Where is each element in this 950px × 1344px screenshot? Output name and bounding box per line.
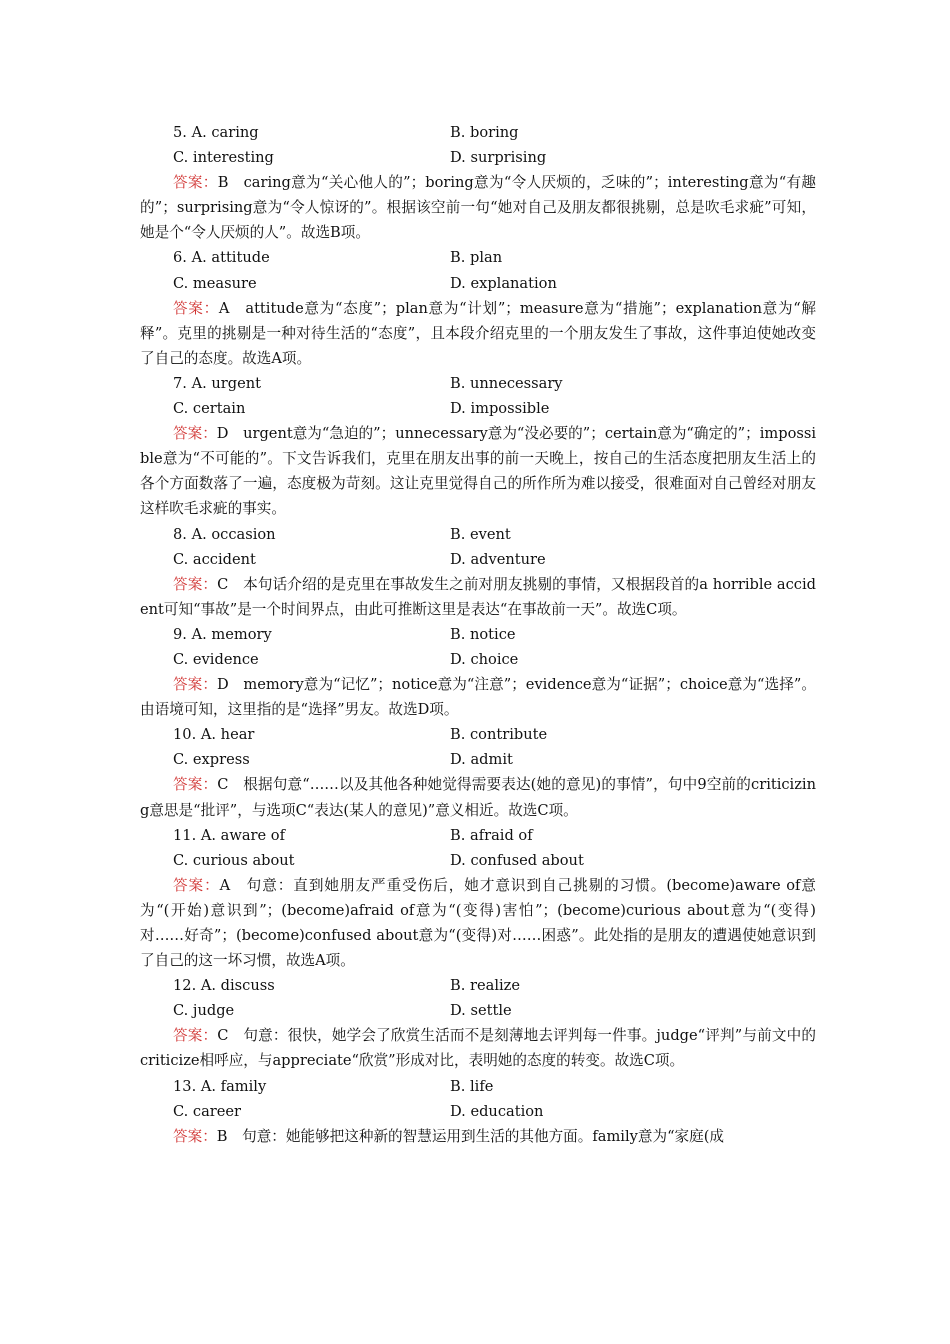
option-row <box>140 371 816 396</box>
option-d: D. education <box>450 1102 544 1120</box>
option-row <box>140 145 816 170</box>
answer-text: D urgent意为“急迫的”；unnecessary意为“没必要的”；certain意为“确定的”；impossible意为“不可能的”。下文告诉我们，克里在朋友出事的前一天晚上，按自己的生活态度把朋友生活上的各个方面数落了一遍，态度极为苛刻。这让克里觉得自己的所作所为难以接受，很难面对自己曾经对朋友这样吹毛求疵的事实。 <box>140 425 816 518</box>
option-c: C. career <box>173 1102 242 1120</box>
option-b: B. notice <box>450 625 516 643</box>
question-block <box>140 120 816 245</box>
option-c: C. interesting <box>173 149 274 167</box>
option-c: C. measure <box>173 274 257 292</box>
question-block <box>140 371 816 522</box>
question-block <box>140 245 816 370</box>
answer-label: 答案： <box>173 876 220 894</box>
option-row <box>140 747 816 772</box>
option-a: 5. A. caring <box>173 124 259 141</box>
question-list <box>140 120 816 1149</box>
option-d: D. admit <box>450 751 513 769</box>
option-row <box>140 396 816 421</box>
question-block <box>140 722 816 822</box>
option-a: 6. A. attitude <box>173 249 270 267</box>
option-c: C. express <box>173 751 250 769</box>
answer-text: C 句意：很快，她学会了欣赏生活而不是刻薄地去评判每一件事。judge“评判”与前文中的criticize相呼应，与appreciate“欣赏”形成对比，表明她的态度的转变。故选C项。 <box>140 1027 816 1070</box>
option-a: 8. A. occasion <box>173 525 276 543</box>
option-b: B. boring <box>450 124 519 141</box>
answer-text: D memory意为“记忆”；notice意为“注意”；evidence意为“证据”；choice意为“选择”。由语境可知，这里指的是“选择”男友。故选D项。 <box>140 676 816 719</box>
option-b: B. afraid of <box>450 826 533 844</box>
answer-label: 答案： <box>173 1127 217 1145</box>
answer-label: 答案： <box>173 425 217 443</box>
option-c: C. curious about <box>173 851 295 869</box>
option-d: D. explanation <box>450 274 557 292</box>
option-d: D. impossible <box>450 400 550 418</box>
answer-text: B caring意为“关心他人的”；boring意为“令人厌烦的，乏味的”；interesting意为“有趣的”；surprising意为“令人惊讶的”。根据该空前一句“她对自己及朋友都很挑剔，总是吹毛求疵”可知，她是个“令人厌烦的人”。故选B项。 <box>140 174 816 242</box>
option-c: C. accident <box>173 550 256 568</box>
option-row <box>140 622 816 647</box>
option-a: 10. A. hear <box>173 726 255 744</box>
option-d: D. surprising <box>450 149 547 167</box>
option-a: 9. A. memory <box>173 625 272 643</box>
option-b: B. unnecessary <box>450 374 563 392</box>
answer-explanation <box>140 772 816 822</box>
option-row <box>140 647 816 672</box>
option-b: B. contribute <box>450 726 548 744</box>
answer-text: A attitude意为“态度”；plan意为“计划”；measure意为“措施”；explanation意为“解释”。克里的挑剔是一种对待生活的“态度”，且本段介绍克里的一个朋友发生了事故，这件事迫使她改变了自己的态度。故选A项。 <box>140 299 816 367</box>
answer-explanation <box>140 572 816 622</box>
option-row <box>140 973 816 998</box>
option-d: D. choice <box>450 650 519 668</box>
option-row <box>140 1074 816 1099</box>
answer-text: B 句意：她能够把这种新的智慧运用到生活的其他方面。family意为“家庭(成 <box>216 1127 725 1145</box>
option-b: B. life <box>450 1077 494 1095</box>
option-a: 12. A. discuss <box>173 977 275 995</box>
answer-text: A 句意：直到她朋友严重受伤后，她才意识到自己挑剔的习惯。(become)aware of意为“(开始)意识到”；(become)afraid of意为“(变得)害怕”；(become)curious about意为“(变得)对……好奇”；(become)confused about意为“(变得)对……困惑”。此处指的是朋友的遭遇使她意识到了自己的这一坏习惯，故选A项。 <box>140 876 816 970</box>
answer-label: 答案： <box>173 299 219 317</box>
answer-explanation <box>140 296 816 371</box>
option-row <box>140 722 816 747</box>
option-row <box>140 998 816 1023</box>
option-a: 7. A. urgent <box>173 374 261 392</box>
option-row <box>140 1099 816 1124</box>
option-c: C. judge <box>173 1002 235 1020</box>
answer-explanation <box>140 170 816 245</box>
answer-explanation <box>140 1124 816 1149</box>
answer-text: C 本句话介绍的是克里在事故发生之前对朋友挑剔的事情，又根据段首的a horrible accident可知“事故”是一个时间界点，由此可推断这里是表达“在事故前一天”。故选C项。 <box>140 575 816 618</box>
option-row <box>140 522 816 547</box>
answer-label: 答案： <box>173 174 218 192</box>
answer-explanation <box>140 421 816 521</box>
option-c: C. certain <box>173 400 246 418</box>
option-d: D. adventure <box>450 550 546 568</box>
question-block <box>140 522 816 622</box>
option-row <box>140 120 816 145</box>
option-d: D. confused about <box>450 851 584 869</box>
answer-label: 答案： <box>173 575 218 593</box>
answer-label: 答案： <box>173 676 217 694</box>
option-row <box>140 547 816 572</box>
answer-label: 答案： <box>173 1027 218 1045</box>
option-b: B. plan <box>450 249 503 267</box>
answer-label: 答案： <box>173 776 218 794</box>
answer-explanation <box>140 672 816 722</box>
question-block <box>140 1074 816 1149</box>
option-b: B. realize <box>450 977 520 995</box>
question-block <box>140 622 816 722</box>
answer-explanation <box>140 873 816 973</box>
option-row <box>140 245 816 270</box>
option-a: 11. A. aware of <box>173 826 285 844</box>
answer-text: C 根据句意“……以及其他各种她觉得需要表达(她的意见)的事情”，句中9空前的criticizing意思是“批评”，与选项C“表达(某人的意见)”意义相近。故选C项。 <box>140 776 816 819</box>
question-block <box>140 973 816 1073</box>
option-c: C. evidence <box>173 650 259 668</box>
option-d: D. settle <box>450 1002 512 1020</box>
question-block <box>140 823 816 974</box>
option-row <box>140 848 816 873</box>
option-b: B. event <box>450 525 511 543</box>
option-a: 13. A. family <box>173 1077 267 1095</box>
answer-explanation <box>140 1023 816 1073</box>
option-row <box>140 271 816 296</box>
option-row <box>140 823 816 848</box>
